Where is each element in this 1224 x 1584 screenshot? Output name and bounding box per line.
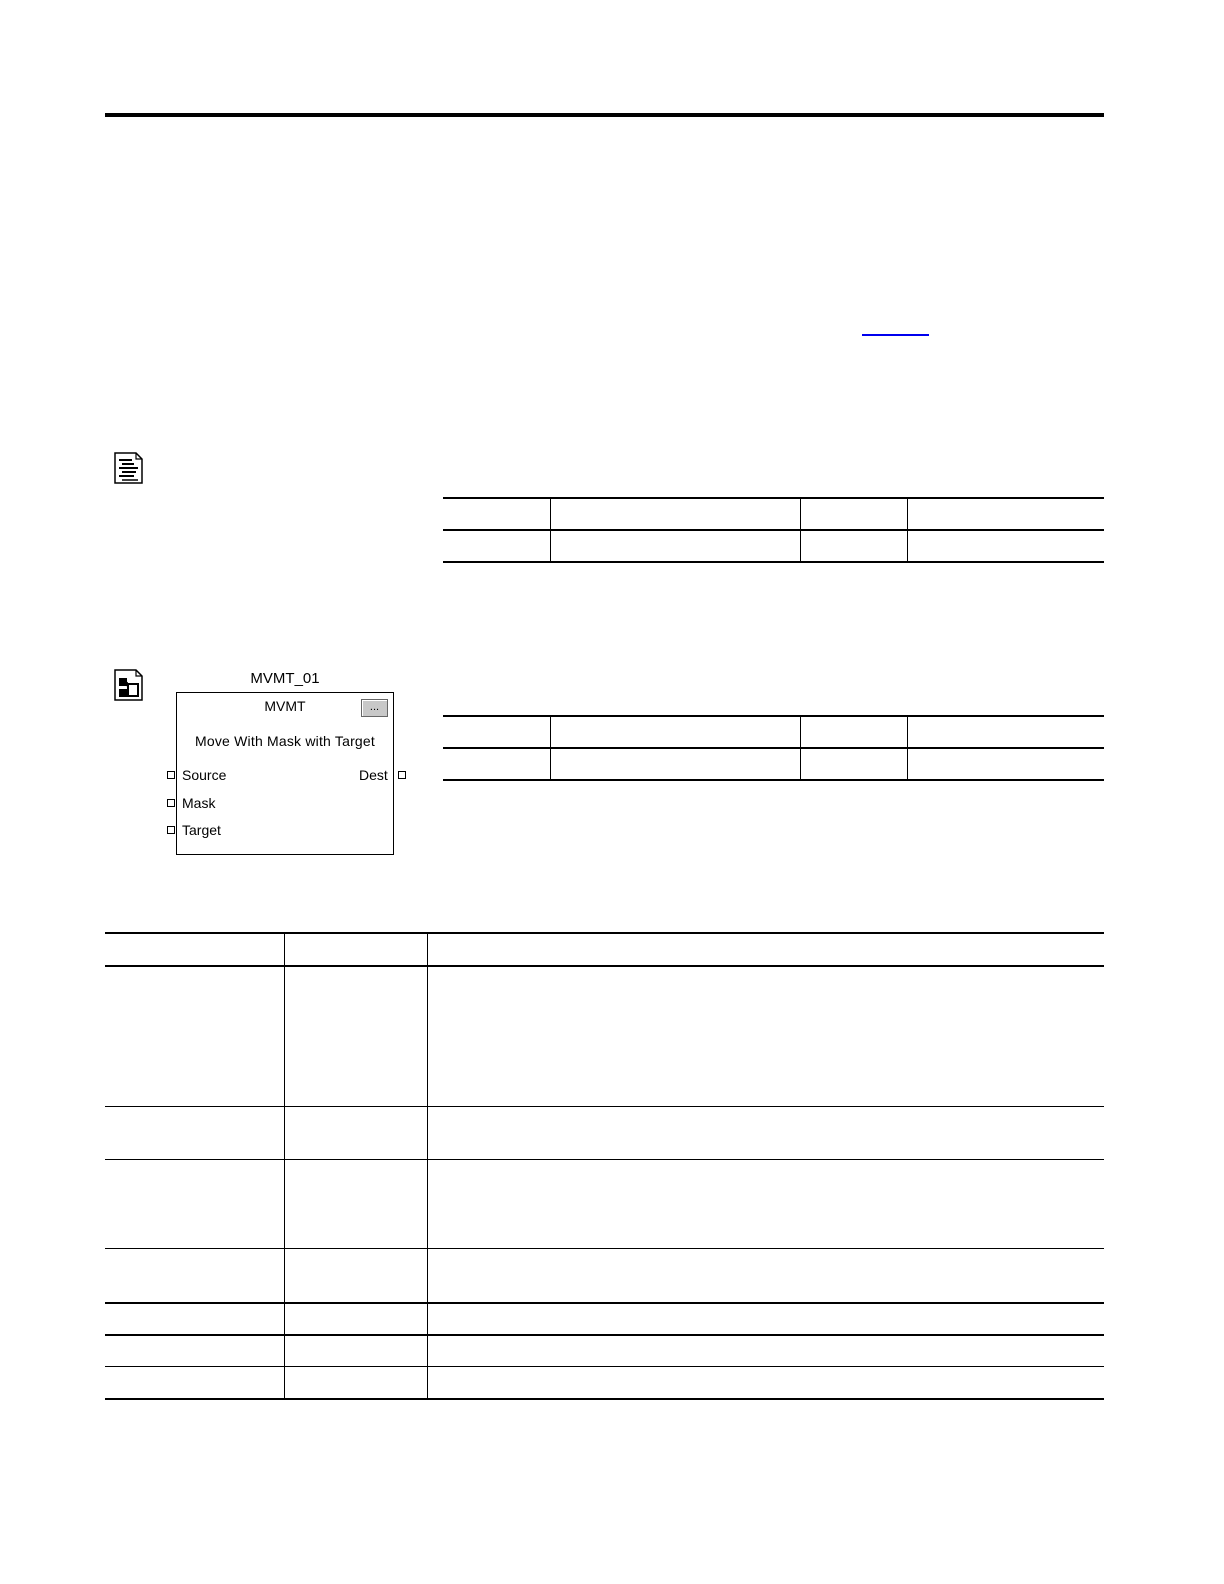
reference-link[interactable] <box>862 334 929 336</box>
source-pin[interactable] <box>167 771 175 779</box>
block-properties-button[interactable]: ... <box>361 699 388 717</box>
table-row <box>105 1249 1104 1304</box>
dest-pin[interactable] <box>398 771 406 779</box>
block-description: Move With Mask with Target <box>195 733 375 749</box>
structured-text-icon <box>114 452 144 484</box>
table-row <box>105 966 1104 1107</box>
table-row <box>105 1160 1104 1249</box>
table-row <box>105 1367 1104 1400</box>
table-header-row <box>105 933 1104 966</box>
block-tag-name: MVMT_01 <box>250 670 320 687</box>
table-header-row <box>443 498 1104 530</box>
table-row <box>105 1303 1104 1335</box>
target-pin[interactable] <box>167 826 175 834</box>
mask-pin[interactable] <box>167 799 175 807</box>
block-instruction-name: MVMT <box>264 698 306 714</box>
dest-pin-label: Dest <box>359 767 388 783</box>
target-pin-label: Target <box>182 822 221 838</box>
function-block-operands-table <box>443 715 1104 781</box>
mask-pin-label: Mask <box>182 795 216 811</box>
table-row <box>443 748 1104 780</box>
table-row <box>105 1107 1104 1160</box>
function-block-icon <box>114 669 144 701</box>
source-pin-label: Source <box>182 767 227 783</box>
table-header-row <box>443 716 1104 748</box>
parameters-table <box>105 932 1104 1400</box>
table-row <box>443 530 1104 562</box>
header-rule <box>105 113 1104 117</box>
structured-text-operands-table <box>443 497 1104 563</box>
table-row <box>105 1335 1104 1367</box>
